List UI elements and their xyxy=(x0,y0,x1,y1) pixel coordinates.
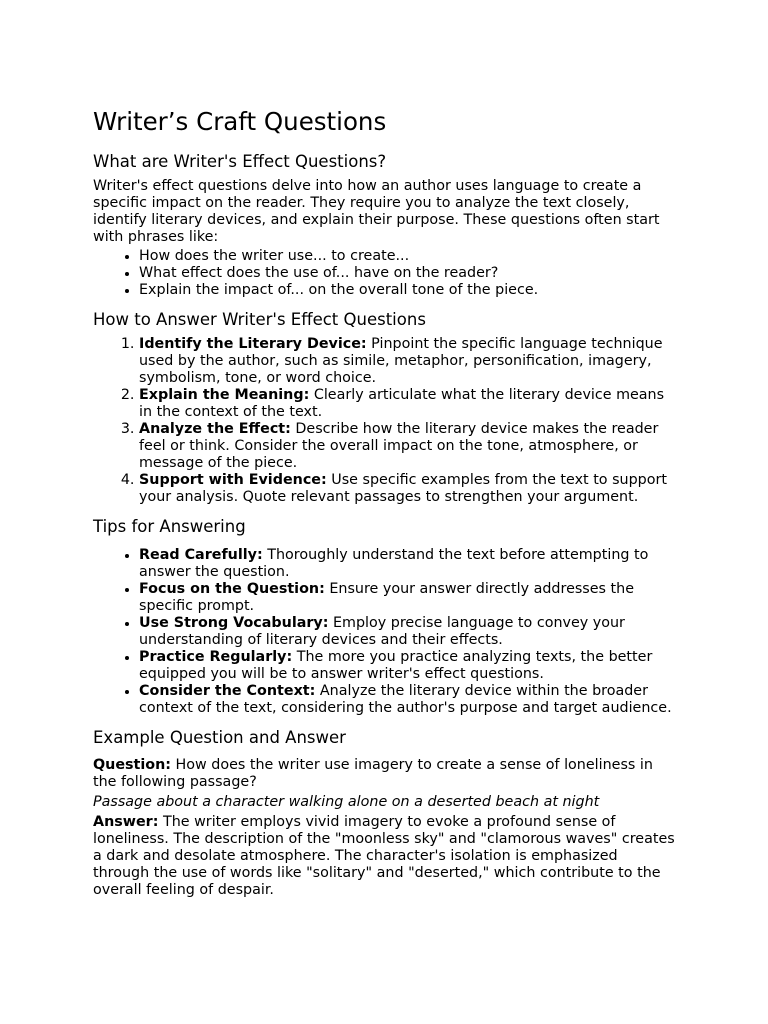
question-label: Question: xyxy=(93,757,171,773)
list-item xyxy=(139,615,678,649)
step-text: Clearly articulate what the literary device means in the context of the text. xyxy=(139,387,665,420)
list-item xyxy=(139,547,678,581)
list-item xyxy=(139,421,678,472)
step-text: Use specific examples from the text to support your analysis. Quote relevant passages to strengthen your argument. xyxy=(139,472,667,505)
steps-list xyxy=(93,336,678,506)
tip-text: Analyze the literary device within the broader context of the text, considering the author's purpose and target audience. xyxy=(139,683,672,716)
example-passage xyxy=(93,794,678,811)
list-item: • Explain the impact of... on the overall tone of the piece. xyxy=(139,282,678,299)
list-item xyxy=(139,683,678,717)
step-term: Analyze the Effect: xyxy=(139,421,291,437)
answer-label: Answer: xyxy=(93,814,159,830)
tip-text: The more you practice analyzing texts, the better equipped you will be to answer writer's effect questions. xyxy=(139,649,653,682)
step-text: Pinpoint the specific language technique used by the author, such as simile, metaphor, personification, imagery, symbolism, tone, or word choice. xyxy=(139,336,663,386)
list-item: • What effect does the use of... have on the reader? xyxy=(139,265,678,282)
list-item xyxy=(139,649,678,683)
section-heading-tips: Tips for Answering xyxy=(93,517,246,536)
tip-term: Use Strong Vocabulary: xyxy=(139,615,329,631)
example-answer xyxy=(93,814,678,899)
tip-term: Consider the Context: xyxy=(139,683,316,699)
answer-text: The writer employs vivid imagery to evoke a profound sense of loneliness. The description of the "moonless sky" and "clamorous waves" creates a dark and desolate atmosphere. The character's isolation is emphasized through the use of words like "solitary" and "deserted," which contribute to the overall feeling of despair. xyxy=(93,814,675,898)
document-title: Writer’s Craft Questions xyxy=(93,107,387,136)
step-term: Support with Evidence: xyxy=(139,472,327,488)
tip-term: Read Carefully: xyxy=(139,547,263,563)
tip-text: Ensure your answer directly addresses the specific prompt. xyxy=(139,581,635,614)
example-phrases-list xyxy=(93,248,678,299)
section-heading-what-are: What are Writer's Effect Questions? xyxy=(93,152,387,171)
step-term: Identify the Literary Device: xyxy=(139,336,367,352)
tip-term: Focus on the Question: xyxy=(139,581,325,597)
tips-list xyxy=(93,547,678,717)
tip-text: Thoroughly understand the text before attempting to answer the question. xyxy=(139,547,649,580)
step-term: Explain the Meaning: xyxy=(139,387,310,403)
section-heading-example: Example Question and Answer xyxy=(93,728,346,747)
list-item xyxy=(139,581,678,615)
tip-term: Practice Regularly: xyxy=(139,649,293,665)
passage-text: Passage about a character walking alone on a deserted beach at night xyxy=(93,794,600,810)
list-item: • How does the writer use... to create... xyxy=(139,248,678,265)
section-heading-how-to-answer: How to Answer Writer's Effect Questions xyxy=(93,310,426,329)
list-item xyxy=(139,472,678,506)
question-text: How does the writer use imagery to create a sense of loneliness in the following passage? xyxy=(93,757,653,790)
section-intro-paragraph: Writer's effect questions delve into how an author uses language to create a specific impact on the reader. They require you to analyze the text closely, identify literary devices, and explain their purpose. These questions often start with phrases like: xyxy=(93,178,660,245)
list-item xyxy=(139,336,678,387)
step-text: Describe how the literary device makes the reader feel or think. Consider the overall impact on the tone, atmosphere, or message of the piece. xyxy=(139,421,659,471)
list-item xyxy=(139,387,678,421)
tip-text: Employ precise language to convey your understanding of literary devices and their effects. xyxy=(139,615,625,648)
example-question xyxy=(93,757,678,791)
